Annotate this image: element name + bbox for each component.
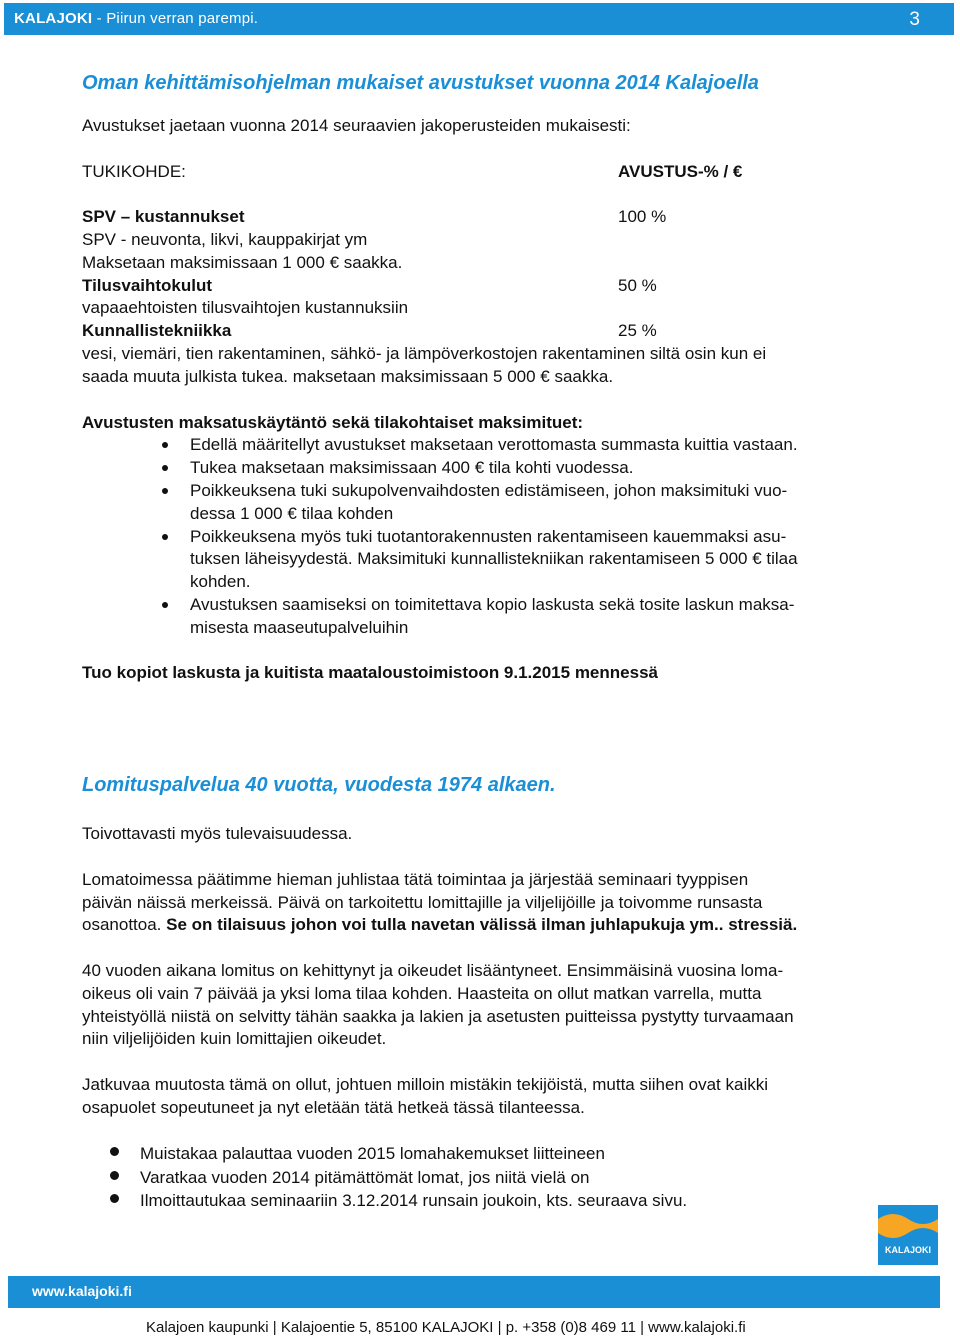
paragraph-line: niin viljelijöiden kuin lomittajien oikeudet. <box>82 1029 387 1048</box>
bullet-line: misesta maaseutupalveluihin <box>190 618 409 637</box>
paragraph-emphasis: Se on tilaisuus johon voi tulla navetan välissä ilman juhlapukuja ym.. stressiä. <box>166 915 798 934</box>
row-label: Kunnallistekniikka <box>82 321 232 340</box>
brand-name: KALAJOKI <box>14 10 93 27</box>
paragraph-line: oikeus oli vain 7 päivää ja yksi loma tilaa kohden. Haasteita on ollut matkan varrella, mutta <box>82 984 762 1003</box>
footer-bar <box>8 1276 940 1308</box>
bullet-line: Varatkaa vuoden 2014 pitämättömät lomat, jos niitä vielä on <box>140 1168 590 1187</box>
paragraph-text: osanottoa. <box>82 915 167 934</box>
paragraph-line <box>82 914 797 936</box>
practice-title: Avustusten maksatuskäytäntö sekä tilakohtaiset maksimituet: <box>82 413 584 432</box>
bullet-dot <box>110 1171 119 1180</box>
paragraph-line: 40 vuoden aikana lomitus on kehittynyt ja oikeudet lisääntyneet. Ensimmäisinä vuosina loma- <box>82 961 784 980</box>
paragraph-line: päivän näissä merkeissä. Päivä on tarkoitettu lomittajille ja viljelijöille ja toivomme runsasta <box>82 893 763 912</box>
row-label: vesi, viemäri, tien rakentaminen, sähkö- ja lämpöverkostojen rakentaminen siltä osin kun ei <box>82 344 767 363</box>
page-number: 3 <box>909 9 920 30</box>
bullet-line: kohden. <box>190 572 251 591</box>
bullet-dot <box>110 1147 119 1156</box>
wave-icon <box>878 1205 938 1245</box>
paragraph-line: Jatkuvaa muutosta tämä on ollut, johtuen milloin mistäkin tekijöistä, mutta siihen ovat kaikki <box>82 1075 768 1094</box>
row-label: SPV - neuvonta, likvi, kauppakirjat ym <box>82 230 368 249</box>
brand-slogan: - Piirun verran parempi. <box>92 10 259 27</box>
row-value: 50 % <box>618 276 657 295</box>
column-header-left: TUKIKOHDE: <box>82 162 186 181</box>
row-label: vapaaehtoisten tilusvaihtojen kustannuksiin <box>82 298 409 317</box>
paragraph-line: Lomatoimessa päätimme hieman juhlistaa tätä toimintaa ja järjestää seminaari tyyppisen <box>82 870 749 889</box>
deadline-notice: Tuo kopiot laskusta ja kuitista maataloustoimistoon 9.1.2015 mennessä <box>82 663 658 682</box>
header-bar <box>4 3 954 35</box>
bullet-dot <box>162 488 168 494</box>
bullet-line: Edellä määritellyt avustukset maksetaan verottomasta summasta kuittia vastaan. <box>190 435 798 454</box>
column-header-right: AVUSTUS-% / € <box>618 162 743 181</box>
bullet-dot <box>162 534 168 540</box>
section2-title: Lomituspalvelua 40 vuotta, vuodesta 1974 alkaen. <box>82 774 556 796</box>
section1-title: Oman kehittämisohjelman mukaiset avustukset vuonna 2014 Kalajoella <box>82 72 759 94</box>
bullet-dot <box>162 602 168 608</box>
bullet-line: Ilmoittautukaa seminaariin 3.12.2014 runsain joukoin, kts. seuraava sivu. <box>140 1191 688 1210</box>
section1-intro: Avustukset jaetaan vuonna 2014 seuraavien jakoperusteiden mukaisesti: <box>82 116 631 135</box>
bullet-line: Tukea maksetaan maksimissaan 400 € tila kohti vuodessa. <box>190 458 634 477</box>
paragraph-line: yhteistyöllä niistä on selvitty tähän saakka ja lakien ja asetusten puitteissa pystytty turvaamaan <box>82 1007 794 1026</box>
bullet-line: Poikkeuksena myös tuki tuotantorakennusten rakentamiseen kauemmaksi asu- <box>190 527 787 546</box>
logo-text: KALAJOKI <box>884 1245 931 1255</box>
bullet-line: dessa 1 000 € tilaa kohden <box>190 504 394 523</box>
row-label: Tilusvaihtokulut <box>82 276 213 295</box>
row-value: 25 % <box>618 321 657 340</box>
row-label: Maksetaan maksimissaan 1 000 € saakka. <box>82 253 403 272</box>
header-brand <box>14 10 258 27</box>
footer-contact: Kalajoen kaupunki | Kalajoentie 5, 85100 KALAJOKI | p. +358 (0)8 469 11 | www.kalajoki.fi <box>146 1319 746 1336</box>
row-label: saada muuta julkista tukea. maksetaan maksimissaan 5 000 € saakka. <box>82 367 614 386</box>
bullet-line: tuksen läheisyydestä. Maksimituki kunnallistekniikan rakentamiseen 5 000 € tilaa <box>190 549 798 568</box>
bullet-dot <box>162 442 168 448</box>
bullet-dot <box>162 465 168 471</box>
row-label: SPV – kustannukset <box>82 207 245 226</box>
row-value: 100 % <box>618 207 667 226</box>
footer-url[interactable]: www.kalajoki.fi <box>32 1283 132 1299</box>
bullet-line: Avustuksen saamiseksi on toimitettava kopio laskusta sekä tosite laskun maksa- <box>190 595 795 614</box>
bullet-line: Poikkeuksena tuki sukupolvenvaihdosten edistämiseen, johon maksimituki vuo- <box>190 481 788 500</box>
bullet-line: Muistakaa palauttaa vuoden 2015 lomahakemukset liitteineen <box>140 1144 605 1163</box>
paragraph-line: osapuolet sopeutuneet ja nyt eletään tätä hetkeä tässä tilanteessa. <box>82 1098 585 1117</box>
paragraph: Toivottavasti myös tulevaisuudessa. <box>82 824 353 843</box>
kalajoki-logo <box>878 1205 938 1265</box>
bullet-dot <box>110 1194 119 1203</box>
